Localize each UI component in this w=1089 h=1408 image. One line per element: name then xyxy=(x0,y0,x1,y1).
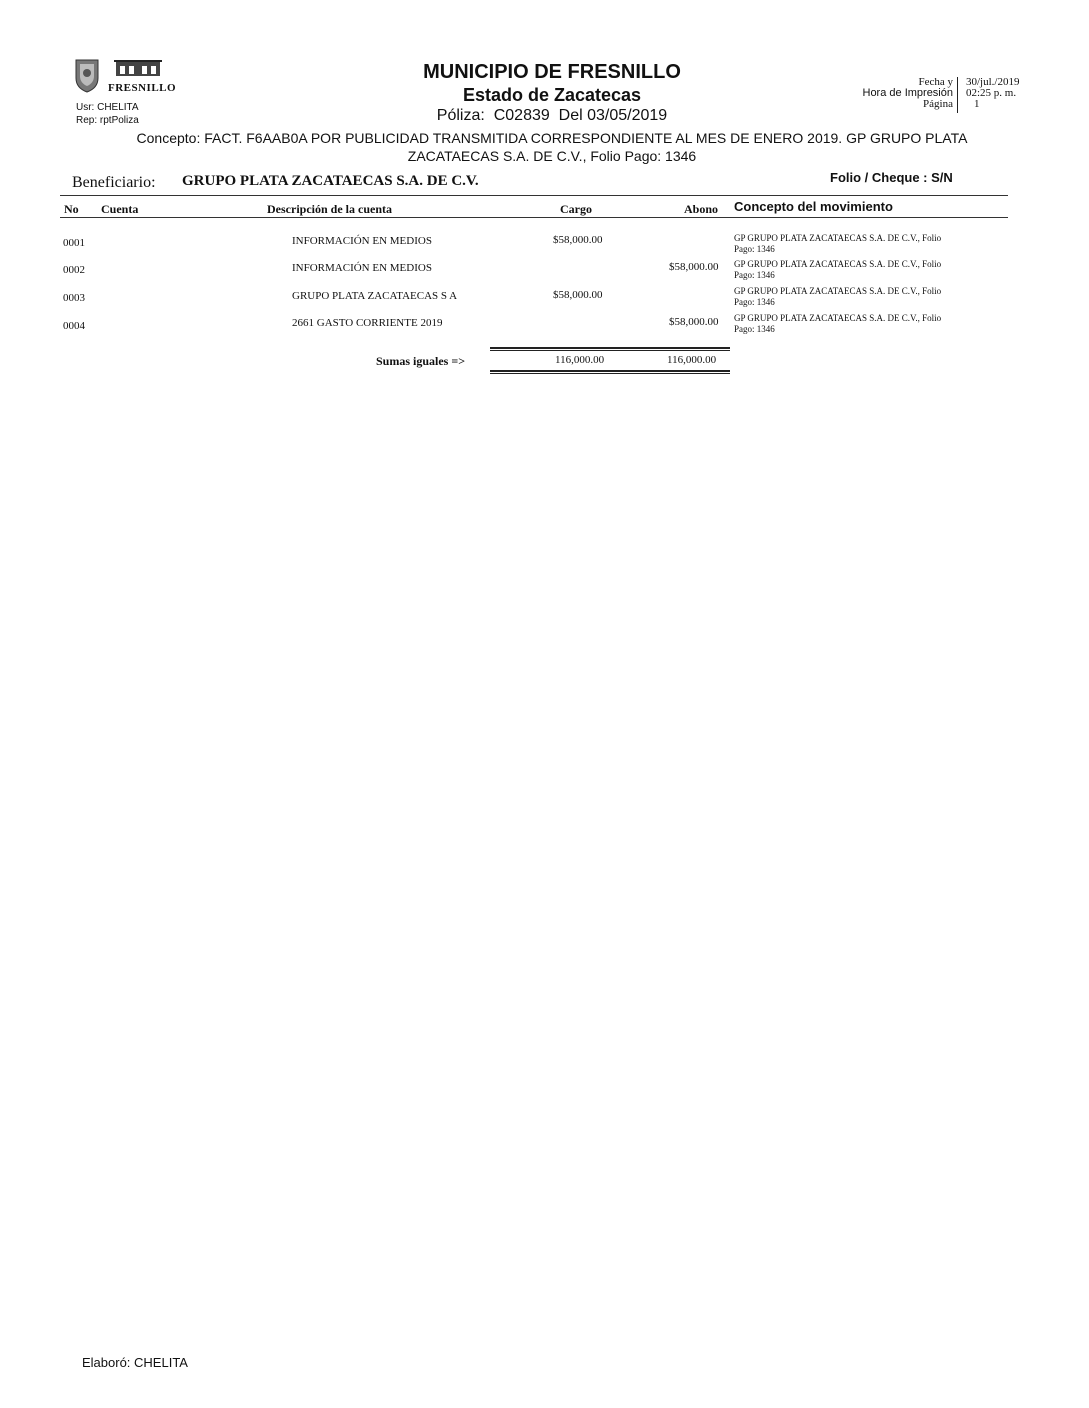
pagina-value: 1 xyxy=(974,98,980,110)
row-3-concepto xyxy=(734,286,994,308)
row-4-abono: $58,000.00 xyxy=(669,316,719,328)
concepto-line-1: Concepto: FACT. F6AAB0A POR PUBLICIDAD TRANSMITIDA CORRESPONDIENTE AL MES DE ENERO 2019. GP GRUPO PLATA xyxy=(136,130,968,146)
row-4-concepto-line-1: GP GRUPO PLATA ZACATAECAS S.A. DE C.V., Folio xyxy=(734,313,942,323)
title-block xyxy=(330,60,774,126)
header-abono: Abono xyxy=(684,202,719,216)
state-subtitle: Estado de Zacatecas xyxy=(462,85,642,105)
building-icon xyxy=(108,58,170,78)
row-2-concepto-line-2: Pago: 1346 xyxy=(734,270,775,280)
row-2-concepto-line-1: GP GRUPO PLATA ZACATAECAS S.A. DE C.V., Folio xyxy=(734,259,942,269)
print-info-values xyxy=(966,77,1019,110)
header-concepto: Concepto del movimiento xyxy=(734,199,893,214)
row-1-no: 0001 xyxy=(63,237,85,249)
row-3-concepto-line-1: GP GRUPO PLATA ZACATAECAS S.A. DE C.V., Folio xyxy=(734,286,942,296)
pagina-label: Página xyxy=(923,98,953,110)
poliza-number: Póliza: C02839 Del 03/05/2019 xyxy=(436,107,668,124)
beneficiario-label: Beneficiario: xyxy=(72,174,156,191)
row-1-concepto-line-2: Pago: 1346 xyxy=(734,244,775,254)
header-descripcion: Descripción de la cuenta xyxy=(267,202,392,216)
row-3-descripcion: GRUPO PLATA ZACATAECAS S A xyxy=(292,290,458,302)
row-2-abono: $58,000.00 xyxy=(669,261,719,273)
row-3-cargo: $58,000.00 xyxy=(553,289,603,301)
row-1-cargo: $58,000.00 xyxy=(553,234,603,246)
row-2-no: 0002 xyxy=(63,264,85,276)
folio-cheque: Folio / Cheque : S/N xyxy=(830,170,953,185)
fresnillo-logo xyxy=(108,58,177,94)
concepto-text xyxy=(96,129,1008,165)
row-4-concepto xyxy=(734,313,994,335)
municipal-seal-logo xyxy=(72,58,102,94)
total-abono: 116,000.00 xyxy=(667,354,717,366)
print-info-labels xyxy=(830,77,953,110)
row-1-descripcion: INFORMACIÓN EN MEDIOS xyxy=(292,235,432,247)
report-label: Rep: rptPoliza xyxy=(76,115,139,126)
totals-bottom-rule-2 xyxy=(490,373,730,374)
total-cargo: 116,000.00 xyxy=(555,354,605,366)
totals-top-rule xyxy=(490,347,730,349)
row-2-concepto xyxy=(734,259,994,281)
header-cuenta: Cuenta xyxy=(101,202,139,216)
hora-label: Hora de Impresión xyxy=(862,87,953,99)
row-4-concepto-line-2: Pago: 1346 xyxy=(734,324,775,334)
logo-text: FRESNILLO xyxy=(108,82,177,94)
print-info-divider xyxy=(957,77,959,113)
header-no: No xyxy=(64,202,79,216)
beneficiario-value: GRUPO PLATA ZACATAECAS S.A. DE C.V. xyxy=(182,173,479,189)
table-header-rule xyxy=(60,217,1008,218)
elaborado-por: Elaboró: CHELITA xyxy=(82,1355,188,1370)
row-1-concepto-line-1: GP GRUPO PLATA ZACATAECAS S.A. DE C.V., Folio xyxy=(734,233,942,243)
totals-top-rule-2 xyxy=(490,350,730,351)
user-info xyxy=(76,101,139,127)
header-cargo: Cargo xyxy=(560,202,592,216)
fecha-value: 30/jul./2019 xyxy=(966,76,1020,88)
concepto-line-2: ZACATAECAS S.A. DE C.V., Folio Pago: 1346 xyxy=(407,148,697,164)
row-4-no: 0004 xyxy=(63,320,85,332)
page-title: MUNICIPIO DE FRESNILLO xyxy=(423,61,681,83)
row-3-concepto-line-2: Pago: 1346 xyxy=(734,297,775,307)
row-2-descripcion: INFORMACIÓN EN MEDIOS xyxy=(292,262,432,274)
row-3-no: 0003 xyxy=(63,292,85,304)
row-1-concepto xyxy=(734,233,994,255)
totals-bottom-rule xyxy=(490,370,730,372)
row-4-descripcion: 2661 GASTO CORRIENTE 2019 xyxy=(292,317,443,329)
sumas-iguales-label: Sumas iguales => xyxy=(376,354,466,368)
fecha-label: Fecha y xyxy=(918,76,953,88)
table-top-rule xyxy=(60,195,1008,196)
user-label: Usr: CHELITA xyxy=(76,102,139,113)
hora-value: 02:25 p. m. xyxy=(966,87,1017,99)
